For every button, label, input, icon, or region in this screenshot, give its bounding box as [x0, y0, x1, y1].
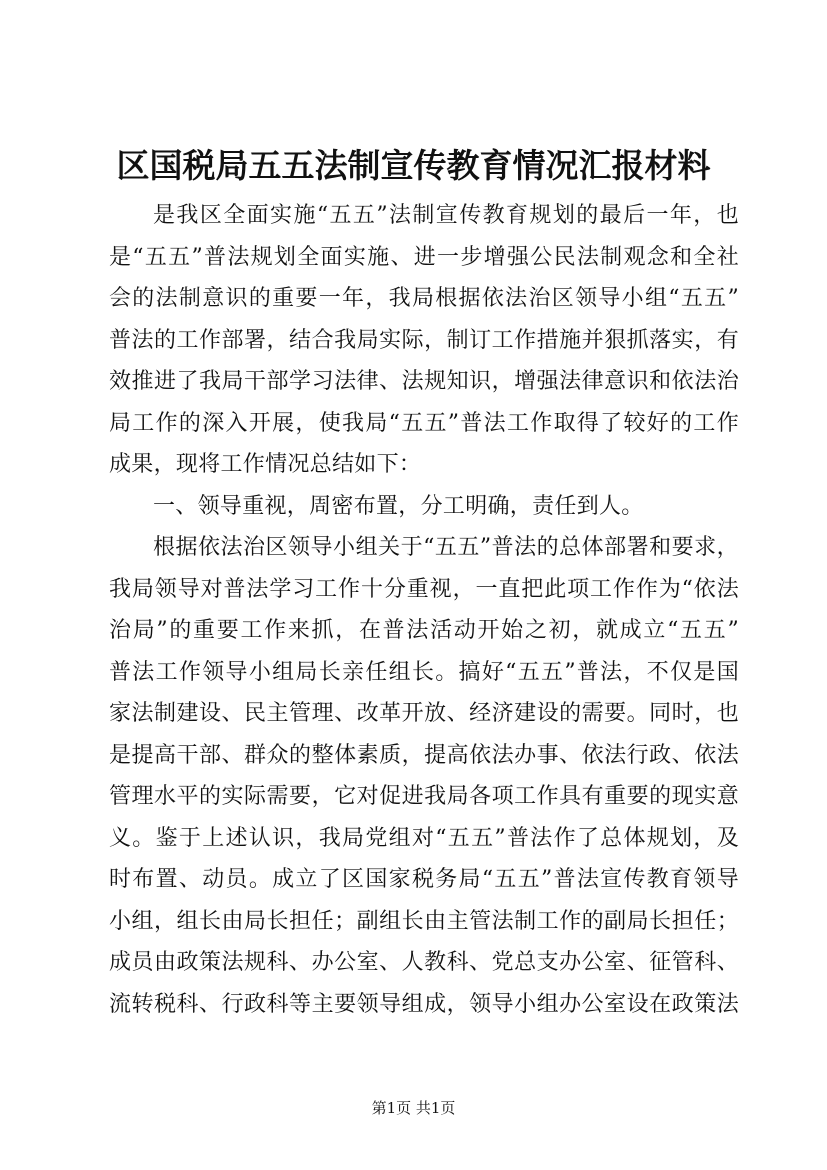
text-line: 义。鉴于上述认识，我局党组对“五五”普法作了总体规划，及 [109, 825, 739, 851]
text-line: 小组，组长由局长担任；副组长由主管法制工作的副局长担任； [109, 908, 739, 934]
text-line: 是提高干部、群众的整体素质，提高依法办事、依法行政、依法 [109, 742, 739, 768]
text-line: 普法工作领导小组局长亲任组长。搞好“五五”普法，不仅是国 [109, 659, 739, 685]
text-line: 局工作的深入开展，使我局“五五”普法工作取得了较好的工作 [109, 410, 739, 436]
text-line: 一、领导重视，周密布置，分工明确，责任到人。 [153, 493, 644, 519]
document-title: 区国税局五五法制宣传教育情况汇报材料 [116, 146, 711, 185]
page-footer: 第1页 共1页 [371, 1099, 456, 1117]
text-line: 是“五五”普法规划全面实施、进一步增强公民法制观念和全社 [109, 244, 739, 270]
text-line: 时布置、动员。成立了区国家税务局“五五”普法宣传教育领导 [109, 867, 739, 892]
text-line: 成员由政策法规科、办公室、人教科、党总支办公室、征管科、 [109, 950, 739, 975]
text-line: 我局领导对普法学习工作十分重视，一直把此项工作作为“依法 [109, 576, 739, 602]
text-line: 会的法制意识的重要一年，我局根据依法治区领导小组“五五” [109, 286, 739, 311]
text-line: 效推进了我局干部学习法律、法规知识，增强法律意识和依法治 [109, 369, 739, 394]
text-line: 家法制建设、民主管理、改革开放、经济建设的需要。同时，也 [109, 701, 739, 726]
text-line: 治局”的重要工作来抓，在普法活动开始之初，就成立“五五” [109, 618, 739, 643]
document-body [109, 195, 739, 1025]
text-line: 普法的工作部署，结合我局实际，制订工作措施并狠抓落实，有 [109, 327, 739, 353]
text-line: 根据依法治区领导小组关于“五五”普法的总体部署和要求， [153, 535, 739, 560]
text-line: 流转税科、行政科等主要领导组成，领导小组办公室设在政策法 [109, 991, 739, 1017]
text-line: 管理水平的实际需要，它对促进我局各项工作具有重要的现实意 [109, 784, 739, 809]
text-line: 成果，现将工作情况总结如下： [109, 452, 422, 477]
text-line: 是我区全面实施“五五”法制宣传教育规划的最后一年，也 [153, 203, 739, 228]
